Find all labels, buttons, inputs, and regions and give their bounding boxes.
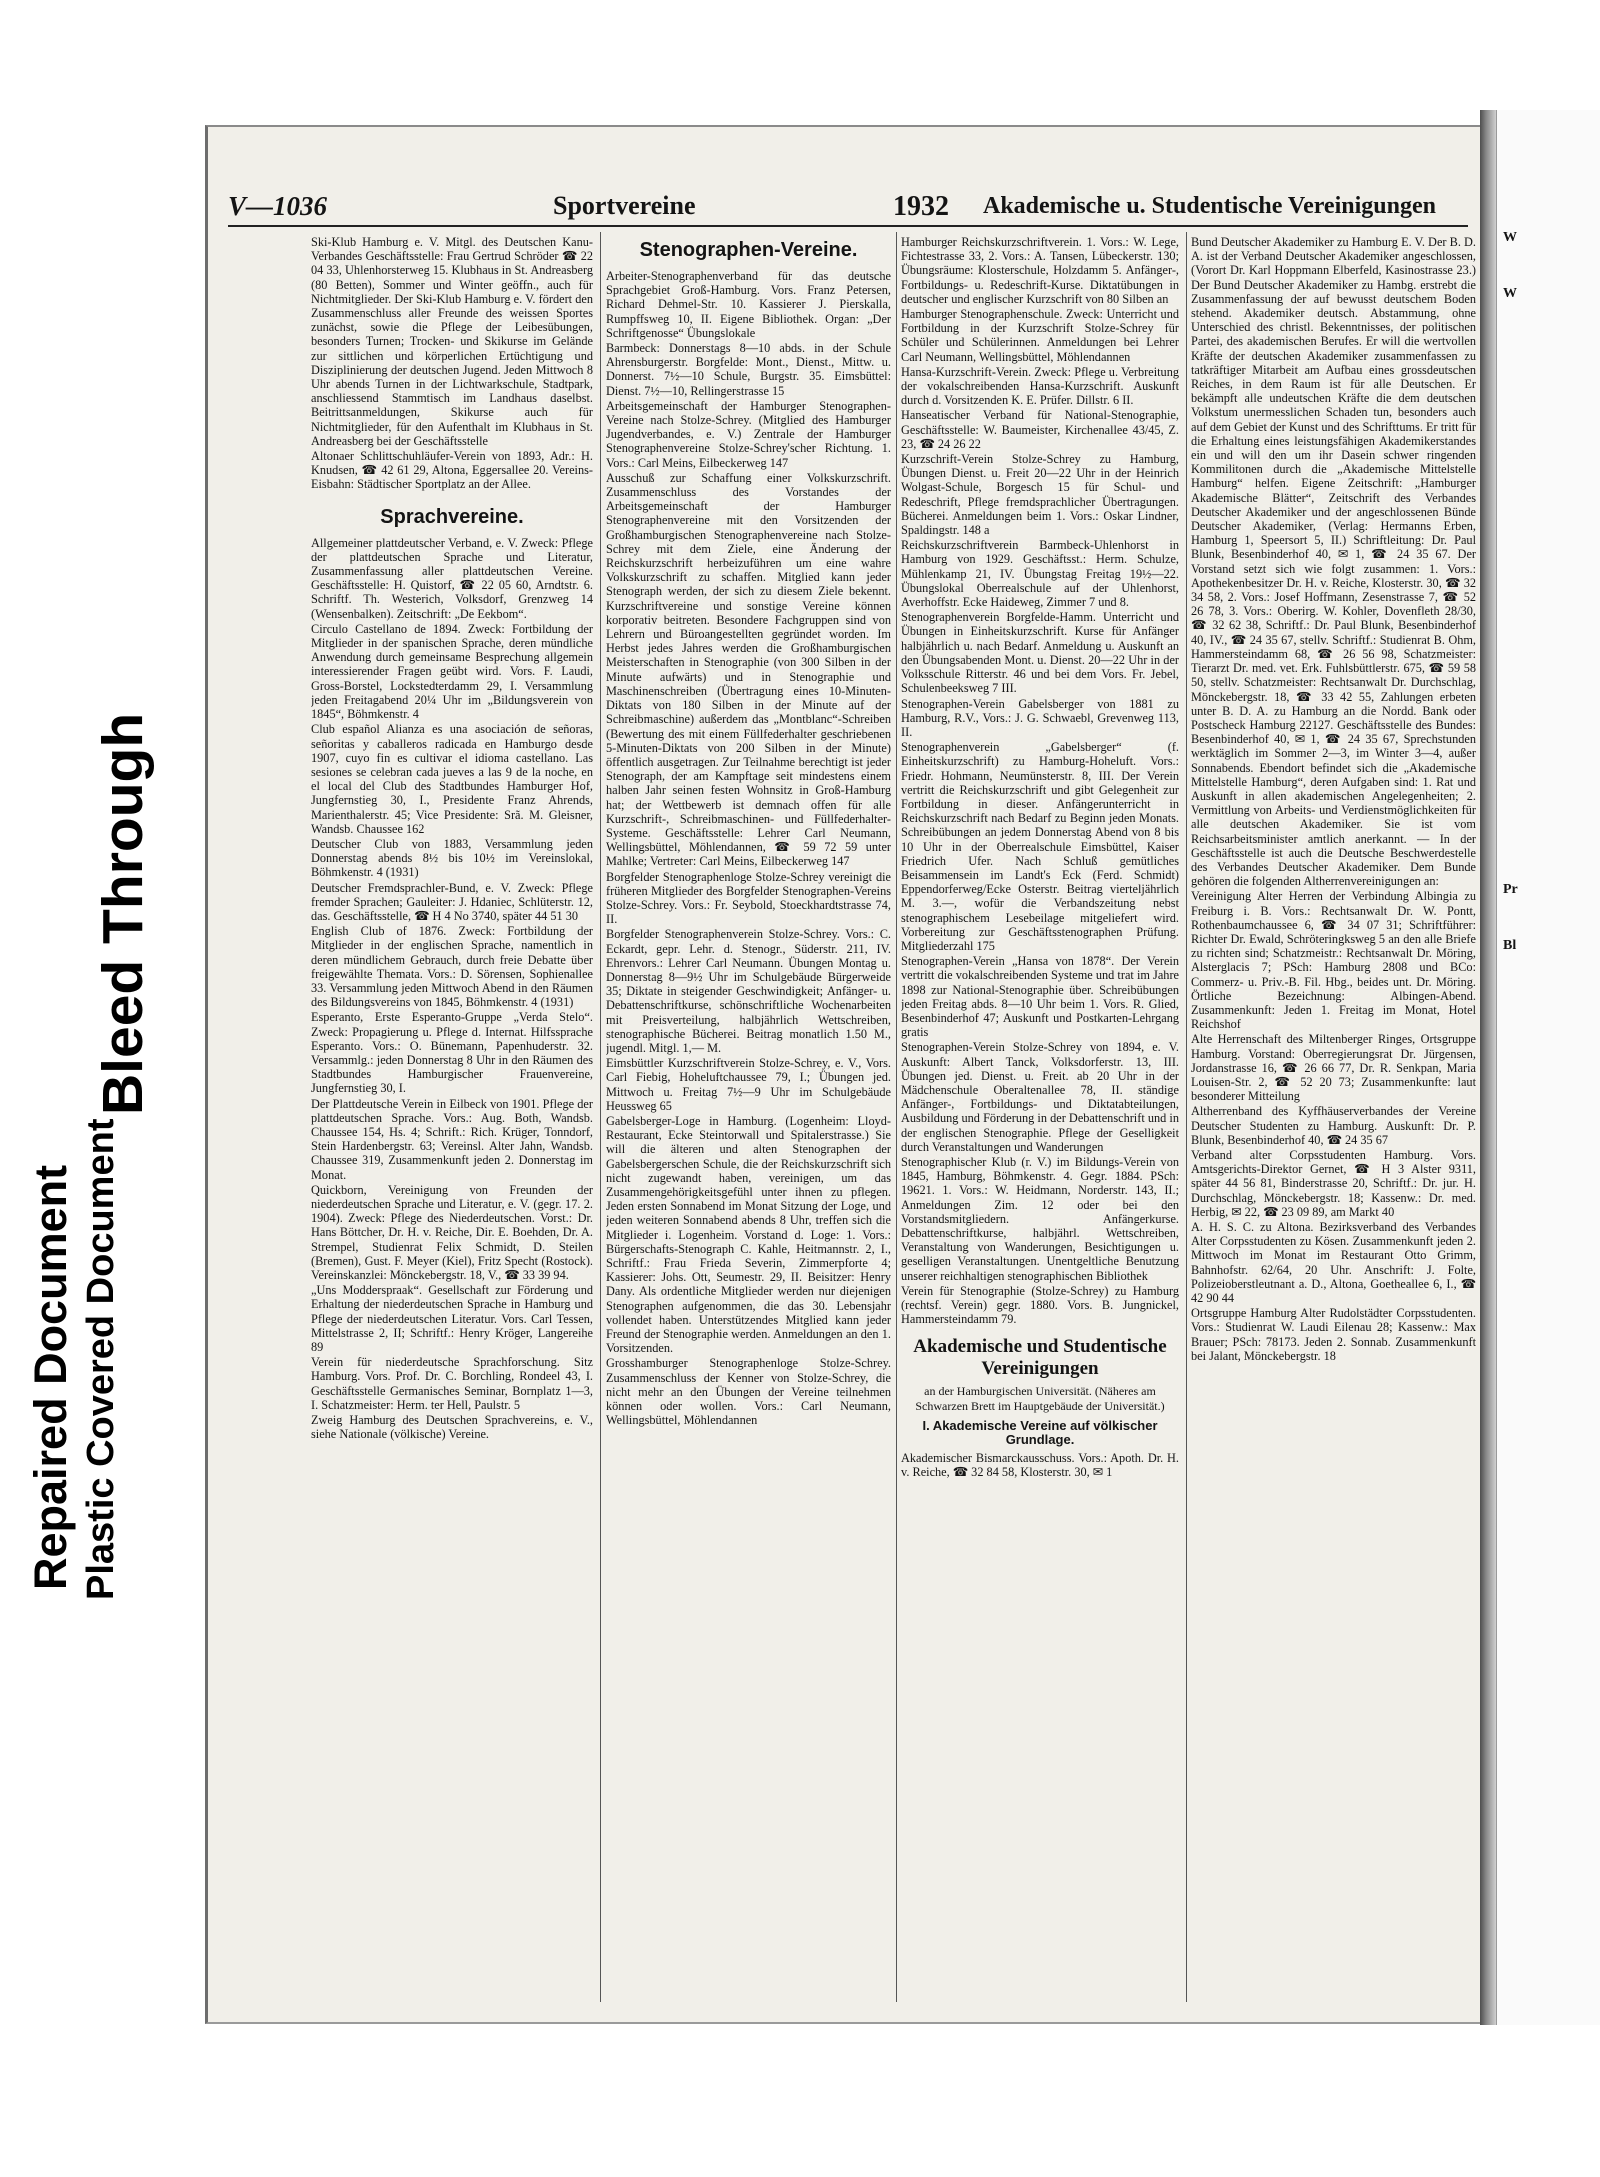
entry: Club español Alianza es una asociación de señoras, señoritas y caballeros radicada en Hamburgo desde 1907, cuyo fin es cultivar el idioma castellano. Las sesiones se celebran cada jueves a las 9 de la noche, en el local del Club des Stadtbundes Hamburger Hof, Jungfernstieg 30, I., Presidente Franz Ahrends, Marienthalerstr. 45; Vice Presidente: Srã. M. Gleisner, Wandsb. Chaussee 162 (311, 722, 593, 836)
entry: Ortsgruppe Hamburg Alter Rudolstädter Corpsstudenten. Vors.: Studienrat W. Laudi Eilenau 28; Kassenw.: Max Brauer; PSch: 78173. Jeden 2. Sonnab. Zusammenkunft bei Jalant, Mönckebergstr. 18 (1191, 1306, 1476, 1363)
column-3 (901, 235, 1179, 2005)
column-2 (606, 235, 891, 2005)
entry: Stenographischer Klub (r. V.) im Bildungs-Verein von 1845, Hamburg, Böhmkenstr. 4. Gegr. 1884. PSch: 19621. 1. Vors.: W. Heidmann, Norderstr. 143, II.; Anmeldungen Zim. 12 oder bei den Vorstandsmitgliedern. Anfängerkurse. Debattenschriftkurse, halbjährl. Wettschreiben, Veranstaltung von Wanderungen, Besichtigungen u. geselligen Veranstaltungen. Unentgeltliche Benutzung unserer reichhaltigen stenographischen Bibliothek (901, 1155, 1179, 1283)
page-edge-shadow (1480, 110, 1496, 2025)
section-heading-stenographen: Stenographen-Vereine. (639, 239, 858, 261)
entry: Deutscher Fremdsprachler-Bund, e. V. Zweck: Pflege fremder Sprachen; Gauleiter: J. Hdaniec, Schlüterstr. 12, das. Geschäftsstelle, ☎ H 4 No 3740, später 44 51 30 (311, 880, 593, 923)
spine-fragment: Pr (1503, 882, 1518, 897)
column-1 (311, 235, 593, 2005)
entry: Verein für niederdeutsche Sprachforschung. Sitz Hamburg. Vors. Prof. Dr. C. Borchling, Rondeel 43, I. Geschäftsstelle Germanisches Seminar, Bornplatz 1—3, I. Schatzmeister: Herm. ter Hell, Paulstr. 5 (311, 1355, 593, 1412)
entry: Arbeiter-Stenographenverband für das deutsche Sprachgebiet Groß-Hamburg. Vors. Franz Petersen, Richard Dehmel-Str. 10. Kassierer J. Pierskalla, Rumpffsweg 10, II. Eigene Bibliothek. Organ: „Der Schriftgenosse“ Übungslokale (606, 269, 891, 340)
entry: Esperanto, Erste Esperanto-Gruppe „Verda Stelo“. Zweck: Propagierung u. Pflege d. Internat. Hilfssprache Esperanto. Vors.: O. Bünemann, Papenhuderstr. 32. Versammlg.: jeden Donnerstag 8 Uhr in den Räumen des Stadtbundes Hamburgischer Frauenvereine, Jungfernstieg 30, I. (311, 1010, 593, 1096)
column-4 (1191, 235, 1476, 2005)
entry: Kurzschrift-Verein Stolze-Schrey zu Hamburg, Übungen Dienst. u. Freit 20—22 Uhr in der Heinrich Wolgast-Schule, Borgesch 15 für Schul- und Redeschrift, Pflege fremdsprachlicher Übertragungen. Bücherei. Anmeldungen beim 1. Vors.: Oskar Lindner, Spaldingstr. 148 a (901, 452, 1179, 538)
entry: Arbeitsgemeinschaft der Hamburger Stenographen-Vereine nach Stolze-Schrey. (Mitglied des Hamburger Jugendverbandes, e. V.) Zentrale der Hamburger Stenographenvereine Stolze-Schrey'scher Richtung. 1. Vors.: Carl Meins, Eilbeckerweg 147 (606, 398, 891, 470)
facing-page-edge (1496, 110, 1600, 2025)
entry: Stenographenverein Borgfelde-Hamm. Unterricht und Übungen in Einheitskurzschrift. Kurse für Anfänger halbjährlich u. nach Bedarf. Anmeldung u. Auskunft an den Übungsabenden Mont. u. Dienst. 20—22 Uhr in der Volksschule Ritterstr. 46 und bei dem Vors. Fr. Jebel, Schulenbeeksweg 7 III. (901, 610, 1179, 696)
entry: Altherrenband des Kyffhäuserverbandes der Vereine Deutscher Studenten zu Hamburg. Auskunft: Dr. P. Blunk, Besenbinderhof 40, ☎ 24 35 67 (1191, 1104, 1476, 1147)
entry: Reichskurzschriftverein Barmbeck-Uhlenhorst in Hamburg von 1929. Geschäftsst.: Herm. Schulze, Mühlenkamp 21, IV. Übungstag Freitag 19½—22. Übungslokal Oberrealschule auf der Uhlenhorst, Averhoffstr. Ecke Haideweg, Zimmer 7 und 8. (901, 538, 1179, 610)
entry: Eimsbüttler Kurzschriftverein Stolze-Schrey, e. V., Vors. Carl Fiebig, Hoheluftchaussee 79, I.; Übungen jed. Mittwoch u. Freitag 7½—9 Uhr im Schulgebäude Heussweg 65 (606, 1056, 891, 1113)
entry: Ski-Klub Hamburg e. V. Mitgl. des Deutschen Kanu-Verbandes Geschäftsstelle: Frau Gertrud Schröder ☎ 22 04 33, Uhlenhorsterweg 15. Klubhaus in St. Andreasberg (80 Betten), Sommer und Winter geöffn., auch für Nichtmitglieder. Der Ski-Klub Hamburg e. V. fördert den Zusammenschluss aller Freunde des weissen Sportes zunächst, sowie die Pflege der Leibesübungen, besonders Turnen; Trocken- und Skikurse im Gelände zur sittlichen und körperlichen Ertüchtigung und Disziplinierung der deutschen Jugend. Jeden Mittwoch 8 Uhr abends Turnen in der Lichtwarkschule, Stadtpark, anschliessend Stammtisch im Landhaus daselbst. Beitrittsanmeldungen, Skikurse auch für Nichtmitglieder, für den Aufenthalt im Klubhaus in St. Andreasberg bei der Geschäftsstelle (311, 235, 593, 448)
entry: Hamburger Reichskurzschriftverein. 1. Vors.: W. Lege, Fichtestrasse 33, 2. Vors.: A. Tansen, Lübeckerstr. 130; Übungsräume: Klosterschule, Holzdamm 5. Anfänger-, Fortbildungs- u. Redeschrift-Kurse. Diktatübungen in deutscher und englischer Kurzschrift von 80 Silben an (901, 235, 1179, 306)
column-divider (1186, 232, 1187, 2002)
entry: Zweig Hamburg des Deutschen Sprachvereins, e. V., siehe Nationale (völkische) Vereine. (311, 1413, 593, 1442)
bleed-through-label: Bleed Through (91, 712, 155, 1115)
entry: Allgemeiner plattdeutscher Verband, e. V. Zweck: Pflege der plattdeutschen Sprache und Literatur, Zusammenfassung aller plattdeutschen Vereine. Geschäftsstelle: H. Quistorf, ☎ 22 05 60, Arndtstr. 6. Schriftf. Th. Westerich, Volksdorf, Grenzweg 14 (Wensenbalken). Zeitschrift: „De Eekbom“. (311, 535, 593, 621)
column-divider (600, 232, 601, 2002)
entry: A. H. S. C. zu Altona. Bezirksverband des Verbandes Alter Corpsstudenten zu Kösen. Zusammenkunft jeden 2. Mittwoch im Monat im Restaurant Otto Grimm, Bahnhofstr. 62/64, 20 Uhr. Anschrift: J. Folte, Polizeioberstleutnant a. D., Altona, Goetheallee 6, I., ☎ 42 90 44 (1191, 1220, 1476, 1306)
entry: Gabelsberger-Loge in Hamburg. (Logenheim: Lloyd-Restaurant, Ecke Steintorwall und Spitalerstrasse.) Sie will die älteren und alten Stenographen der Gabelsbergerschen Schule, die der Reichskurzschrift sich nicht zugewandt haben, vereinigen, um das Zusammengehörigkeitsgefühl unter ihnen zu pflegen. Jeden ersten Sonnabend im Monat Sitzung der Loge, und jeden weiteren Sonnabend abends 8 Uhr, treffen sich die Mitglieder i. Logenheim. Vorstand d. Loge: 1. Vors.: Bürgerschafts-Stenograph C. Kahle, Heitmannstr. 2, I., Schriftf.: Frau Frieda Severin, Zimmerpforte 4; Kassierer: Johs. Ott, Seumestr. 29, II. Beisitzer: Henry Dany. Als ordentliche Mitglieder werden nur diejenigen Stenographen aufgenommen, die das 30. Lebensjahr vollendet haben. Unterstützendes Mitglied kann jeder Freund der Stenographie werden. Anmeldungen an den 1. Vorsitzenden. (606, 1113, 891, 1356)
entry: Barmbeck: Donnerstags 8—10 abds. in der Schule Ahrensburgerstr. Borgfelde: Mont., Dienst., Mittw. u. Donnerst. 7½—10 Schule, Burgstr. 35. Eimsbüttel: Dienst. 7½—10, Rellingerstrasse 15 (606, 341, 891, 398)
section-heading-akademische: Akademische und Studentische Vereinigungen (913, 1336, 1167, 1380)
entry: Stenographenverein „Gabelsberger“ (f. Einheitskurzschrift) zu Hamburg-Hoheluft. Vors.: Friedr. Hohmann, Neumünsterstr. 8, III. Der Verein vertritt die Reichskurzschrift und gibt Gelegenheit zur Fortbildung in dieser. Anfängerunterricht in Reichskurzschrift nach Bedarf zu Beginn jeden Monats. Schreibübungen an jedem Donnerstag Abend von 8 bis 10 Uhr in der Oberrealschule Eimsbüttel, Kaiser Friedrich Ufer. Nach Schluß gemütliches Beisammensein im Landt's Eck (Ferd. Schmidt) Eppendorferweg/Ecke Osterstr. Beitrag vierteljährlich M. 3.—, wofür die Verbandszeitung nebst stenographischem Lesebeilage mitgeliefert wird. Vorbereitung zur Geschäftsstenographen Prüfung. Mitgliederzahl 175 (901, 740, 1179, 953)
subsection-heading: I. Akademische Vereine auf völkischer Grundlage. (922, 1417, 1158, 1448)
entry: Bund Deutscher Akademiker zu Hamburg E. V. Der B. D. A. ist der Verband Deutscher Akademiker angeschlossen, (Vorort Dr. Karl Hoppmann Elberfeld, Kasinostrasse 23.) Der Bund Deutscher Akademiker zu Hambg. erstrebt die Zusammenfassung der auf bewusst deutschem Boden stehend. Akademiker deutsch. Abstammung, ohne Unterschied des christl. Bekenntnisses, der politischen Partei, des akademischen Berufes. Er will die wertvollen Kräfte der deutschen Akademiker zusammenfassen zu tatkräftiger Mitarbeit am Aufbau eines grossdeutschen Reiches, in dem Raum ist für alle Deutschen. Er bekämpft alle undeutschen Kräfte die dem deutschen Volkstum unermesslichen Schaden tun, besonders auch auf dem Gebiet der Kunst und des Schrifttums. Er tritt für die Erhaltung eines leistungsfähigen Akademikerstandes ein und will den um ihr Dasein schwer ringenden Kommilitonen durch die „Akademische Mittelstelle Hamburg“ helfen. Eigene Zeitschrift: „Hamburger Akademische Blätter“, Zeitschrift des Verbandes Deutscher Akademiker und der angeschlossenen Bünde Deutscher Akademiker, (Verlag: Hermanns Erben, Hamburg 1, Speersort 5, II.) Schriftleitung: Dr. Paul Blunk, Besenbinderhof 40, ✉ 1, ☎ 24 35 67. Der Vorstand setzt sich wie folgt zusammen: 1. Vors.: Apothekenbesitzer Dr. H. v. Reiche, Klosterstr. 30, ☎ 32 34 58, 2. Vors.: Josef Hoffmann, Zesenstrasse 7, ☎ 52 26 78, 3. Vors.: Oberirg. W. Kohler, Dovenfleth 28/30, ☎ 32 62 38, Schriftf.: Dr. Paul Blunk, Besenbinderhof 40, IV., ☎ 24 35 67, stellv. Schriftf.: Studienrat B. Ohm, Hammersteindamm 68, ☎ 26 56 98, Schatzmeister: Tierarzt Dr. med. vet. Erk. Fuhlsbüttlerstr. 675, ☎ 59 58 50, stellv. Schatzmeister: Rechtsanwalt Dr. Durchschlag, Mönckebergstr. 18, ☎ 33 42 55, Zahlungen erbeten unter B. D. A. zu Hamburg an die Nordd. Bank oder Postscheck Hamburg 22127. Geschäftsstelle des Bundes: Besenbinderhof 40, ✉ 1, ☎ 24 35 67, Sprechstunden werktäglich im Sommer 2—3, im Winter 3—4, außer Sonnabends. Ebendort befindet sich die „Akademische Mittelstelle Hamburg“, deren Aufgaben sind: 1. Rat und Auskunft in allen akademischen Angelegenheiten; 2. Vermittlung von Arbeits- und Verdienstmöglichkeiten für alle deutschen Akademiker. Sie ist vom Reichsarbeitsminister amtlich anerkannt. — In der Geschäftsstelle ist auch die Deutsche Beschwerdestelle des Verbandes Deutscher Akademiker. Dem Bunde gehören die folgenden Altherrenvereinigungen an: (1191, 235, 1476, 889)
page-header (228, 189, 1468, 223)
spine-fragment: W (1503, 230, 1517, 245)
entry: Stenographen-Verein „Hansa von 1878“. Der Verein vertritt die vokalschreibenden Systeme und trat im Jahre 1898 zur National-Stenographie über. Schreibübungen jeden Freitag abds. 8—10 Uhr beim 1. Vors. R. Glied, Besenbinderhof 47; Auskunft und Postkarten-Lehrgang gratis (901, 954, 1179, 1040)
entry: Verein für Stenographie (Stolze-Schrey) zu Hamburg (rechtsf. Verein) gegr. 1880. Vors. B. Jungnickel, Hammersteindamm 79. (901, 1283, 1179, 1327)
entry: Stenographen-Verein Stolze-Schrey von 1894, e. V. Auskunft: Albert Tanck, Volksdorferstr. 13, III. Übungen jed. Dienst. u. Freit. ab 20 Uhr in der Mädchenschule Oberaltenallee 78, II. ständige Anfänger-, Fortbildungs- und Diktatabteilungen, Ausbildung und Förderung in der Debattenschrift und in der englischen Stenographie. Pflege der Geselligkeit durch Veranstaltungen und Wanderungen (901, 1040, 1179, 1154)
entry: Stenographen-Verein Gabelsberger von 1881 zu Hamburg, R.V., Vors.: J. G. Schwaebl, Grevenweg 113, II. (901, 696, 1179, 739)
entry: Altonaer Schlittschuhläufer-Verein von 1893, Adr.: H. Knudsen, ☎ 42 61 29, Altona, Eggersallee 20. Vereins-Eisbahn: Städtischer Sportplatz an der Allee. (311, 449, 593, 492)
column-divider (896, 232, 897, 2002)
entry: Hamburger Stenographenschule. Zweck: Unterricht und Fortbildung in der Kurzschrift Stolze-Schrey für Schüler und Schülerinnen. Anmeldungen bei Lehrer Carl Neumann, Wellingsbüttel, Möhlendannen (901, 307, 1179, 364)
entry: Hansa-Kurzschrift-Verein. Zweck: Pflege u. Verbreitung der vokalschreibenden Hansa-Kurzschrift. Auskunft durch d. Vorsitzenden K. E. Prüfer. Dillstr. 6 II. (901, 364, 1179, 408)
entry: Alte Herrenschaft des Miltenberger Ringes, Ortsgruppe Hamburg. Vorstand: Oberregierungsrat Dr. Jürgensen, Jordanstrasse 16, ☎ 26 66 77, Dr. R. Senkpan, Maria Louisen-Str. 2, ☎ 52 20 73; Zusammenkunfte: laut besonderer Mitteilung (1191, 1032, 1476, 1104)
entry: Der Plattdeutsche Verein in Eilbeck von 1901. Pflege der plattdeutschen Sprache. Vors.: Aug. Both, Wandsb. Chaussee 154, Hs. 4; Schrift.: Rich. Krüger, Tonndorf, Stein Hardenbergstr. 63; Vereinsl. Alter Jahn, Wandsb. Chaussee 319, Zusammenkunft jeden 2. Donnerstag im Monat. (311, 1096, 593, 1182)
entry: „Uns Modderspraak“. Gesellschaft zur Förderung und Erhaltung der niederdeutschen Sprache in Hamburg und Pflege der niederdeutschen Literatur. Vors. Carl Tessen, Mittelstrasse 2, II; Schriftf.: Henry Kröger, Langereihe 89 (311, 1283, 593, 1355)
entry: Deutscher Club von 1883, Versammlung jeden Donnerstag abends 8½ bis 10½ im Vereinslokal, Böhmkenstr. 4 (1931) (311, 836, 593, 880)
scanned-page (205, 125, 1485, 2024)
header-rule (228, 225, 1468, 227)
entry: Vereinigung Alter Herren der Verbindung Albingia zu Freiburg i. B. Vors.: Rechtsanwalt Dr. W. Pontt, Rothenbaumchaussee 6, ☎ 34 07 31; Schriftführer: Richter Dr. Ewald, Schröteringksweg 5 an den alle Briefe zu richten sind; Schatzmeistr.: Rechtsanwalt Dr. Möring, Alsterglacis 7; PSch: Hamburg 2808 und BCo: Commerz- u. Priv.-B. Fil. Hbg., beides unt. Dr. Möring. Örtliche Bezeichnung: Albingen-Abend. Zusammenkunft: Jeden 1. Freitag im Monat, Hotel Reichshof (1191, 889, 1476, 1032)
entry: English Club of 1876. Zweck: Fortbildung der Mitglieder in der englischen Sprache, namentlich in deren mündlichem Gebrauch, durch freie Debatte über freigewählte Themata. Vors.: D. Sörensen, Sophienallee 33. Versammlung jeden Mittwoch Abend in den Räumen des Bildungsvereins von 1845, Böhmkenstr. 4 (1931) (311, 924, 593, 1010)
entry: Borgfelder Stenographenloge Stolze-Schrey vereinigt die früheren Mitglieder des Borgfelder Stenographen-Vereins Stolze-Schrey. Vors.: Fr. Seybold, Stoeckhardtstrasse 74, II. (606, 869, 891, 927)
entry: Hanseatischer Verband für National-Stenographie, Geschäftsstelle: W. Baumeister, Kirchenallee 43/45, Z. 23, ☎ 24 26 22 (901, 408, 1179, 451)
repaired-document-label: Repaired Document (25, 1164, 76, 1590)
section-heading-sprachvereine: Sprachvereine. (380, 505, 524, 528)
spine-fragment: Bl (1503, 938, 1517, 953)
header-left-title: Sportvereine (553, 191, 696, 220)
entry: Circulo Castellano de 1894. Zweck: Fortbildung der Mitglieder in der spanischen Sprache, deren mündliche Anwendung durch gemeinsame Besprechung allgemein interessierender Fragen geübt wird. Vors. F. Laudi, Gross-Borstel, Lockstedterdamm 29, I. Versammlung jeden Freitagabend 20¼ Uhr im „Bildungsverein von 1845“, Böhmkenstr. 4 (311, 621, 593, 722)
plastic-covered-label: Plastic Covered Document (80, 1118, 122, 1600)
entry: Grosshamburger Stenographenloge Stolze-Schrey. Zusammenschluss der Kenner von Stolze-Schrey, die nicht mehr an den Übungen der Vereine teilnehmen können oder wollen. Vors.: Carl Neumann, Wellingsbüttel, Möhlendannen (606, 1356, 891, 1428)
entry: Verband alter Corpsstudenten Hamburg. Vors. Amtsgerichts-Direktor Gernet, ☎ H 3 Alster 9311, später 44 56 81, Binderstrasse 20, Schriftf.: Dr. jur. H. Durchschlag, Mönckebergstr. 18; Kassenw.: Dr. med. Herbig, ✉ 22, ☎ 23 09 89, am Markt 40 (1191, 1148, 1476, 1219)
header-year: 1932 (893, 191, 949, 222)
entry: Borgfelder Stenographenverein Stolze-Schrey. Vors.: C. Eckardt, gepr. Lehr. d. Stenogr., Süderstr. 211, IV. Ehrenvors.: Lehrer Carl Neumann. Übungen Montag u. Donnerstag 8—9½ Uhr im Schulgebäude Bürgerweide 35; Diktate in steigender Geschwindigkeit; Anfänger- u. Debattenschriftkurse, schönschriftliche Wochenarbeiten mit Preisverteilung, halbjährlich Wettschreiben, stenographische Bücherei. Beitrag monatlich 1.50 M., jugendl. Mitgl. 1,— M. (606, 927, 891, 1055)
page-number: V—1036 (228, 191, 328, 221)
entry: Ausschuß zur Schaffung einer Volkskurzschrift. Zusammenschluss des Vorstandes der Arbeitsgemeinschaft der Hamburger Stenographenvereine mit den Vorsitzenden der Großhamburgischen Stenographenvereine nach Stolze-Schrey mit dem Ziele, eine Änderung der Reichskurzschrift herbeizuführen um eine wahre Volkskurzschrift zu schaffen. Mitglied kann jeder Stenograph werden, der sich zu diesem Ziele bekennt. Kurzschriftvereine und sonstige Vereine können korporativ beitreten. Besondere Fachgruppen sind von Lehrern und Büroangestellten gegründet worden. Im Herbst jedes Jahres werden die Großhamburgischen Meisterschaften in Stenographie (von 300 Silben in der Minute aufwärts) und in Stenographie und Maschinenschreiben (Übertragung eines 10-Minuten-Diktats von 180 Silben in der Minute auf der Schreibmaschine) außerdem das „Montblanc“-Schreiben (Bewertung des mit einem Füllfederhalter geschriebenen 5-Minuten-Diktats von 200 Silben in der Minute) öffentlich ausgetragen. Zur Teilnahme berechtigt ist jeder Stenograph, der am Kampftage seit mindestens einem halben Jahr seinen festen Wohnsitz in Groß-Hamburg hat; der Wettbewerb ist demnach offen für alle Kurzschrift-, Schreibmaschinen- und Füllfederhalter-Systeme. Geschäftsstelle: Lehrer Carl Neumann, Wellingsbüttel, Möhlendannen, ☎ 59 72 59 unter Mahlke; Vertreter: Carl Meins, Eilbeckerweg 147 (606, 470, 891, 869)
entry: Akademischer Bismarckausschuss. Vors.: Apoth. Dr. H. v. Reiche, ☎ 32 84 58, Klosterstr. 30, ✉ 1 (901, 1451, 1179, 1480)
spine-fragment: W (1503, 286, 1517, 301)
entry: Quickborn, Vereinigung von Freunden der niederdeutschen Sprache und Literatur, e. V. (gegr. 17. 2. 1904). Zweck: Pflege des Niederdeutschen. Vorst.: Dr. Hans Böttcher, Dr. H. v. Reiche, Dir. E. Boehden, Dr. A. Strempel, Studienrat Felix Schmidt, D. Steilen (Bremen), Gust. F. Meyer (Kiel), Fritz Specht (Rostock). Vereinskanzlei: Mönckebergstr. 18, V., ☎ 33 39 94. (311, 1182, 593, 1283)
section-intro: an der Hamburgischen Universität. (Näheres am Schwarzen Brett im Hauptgebäude der Universität.) (915, 1384, 1165, 1413)
header-right-title: Akademische u. Studentische Vereinigungen (983, 193, 1436, 219)
